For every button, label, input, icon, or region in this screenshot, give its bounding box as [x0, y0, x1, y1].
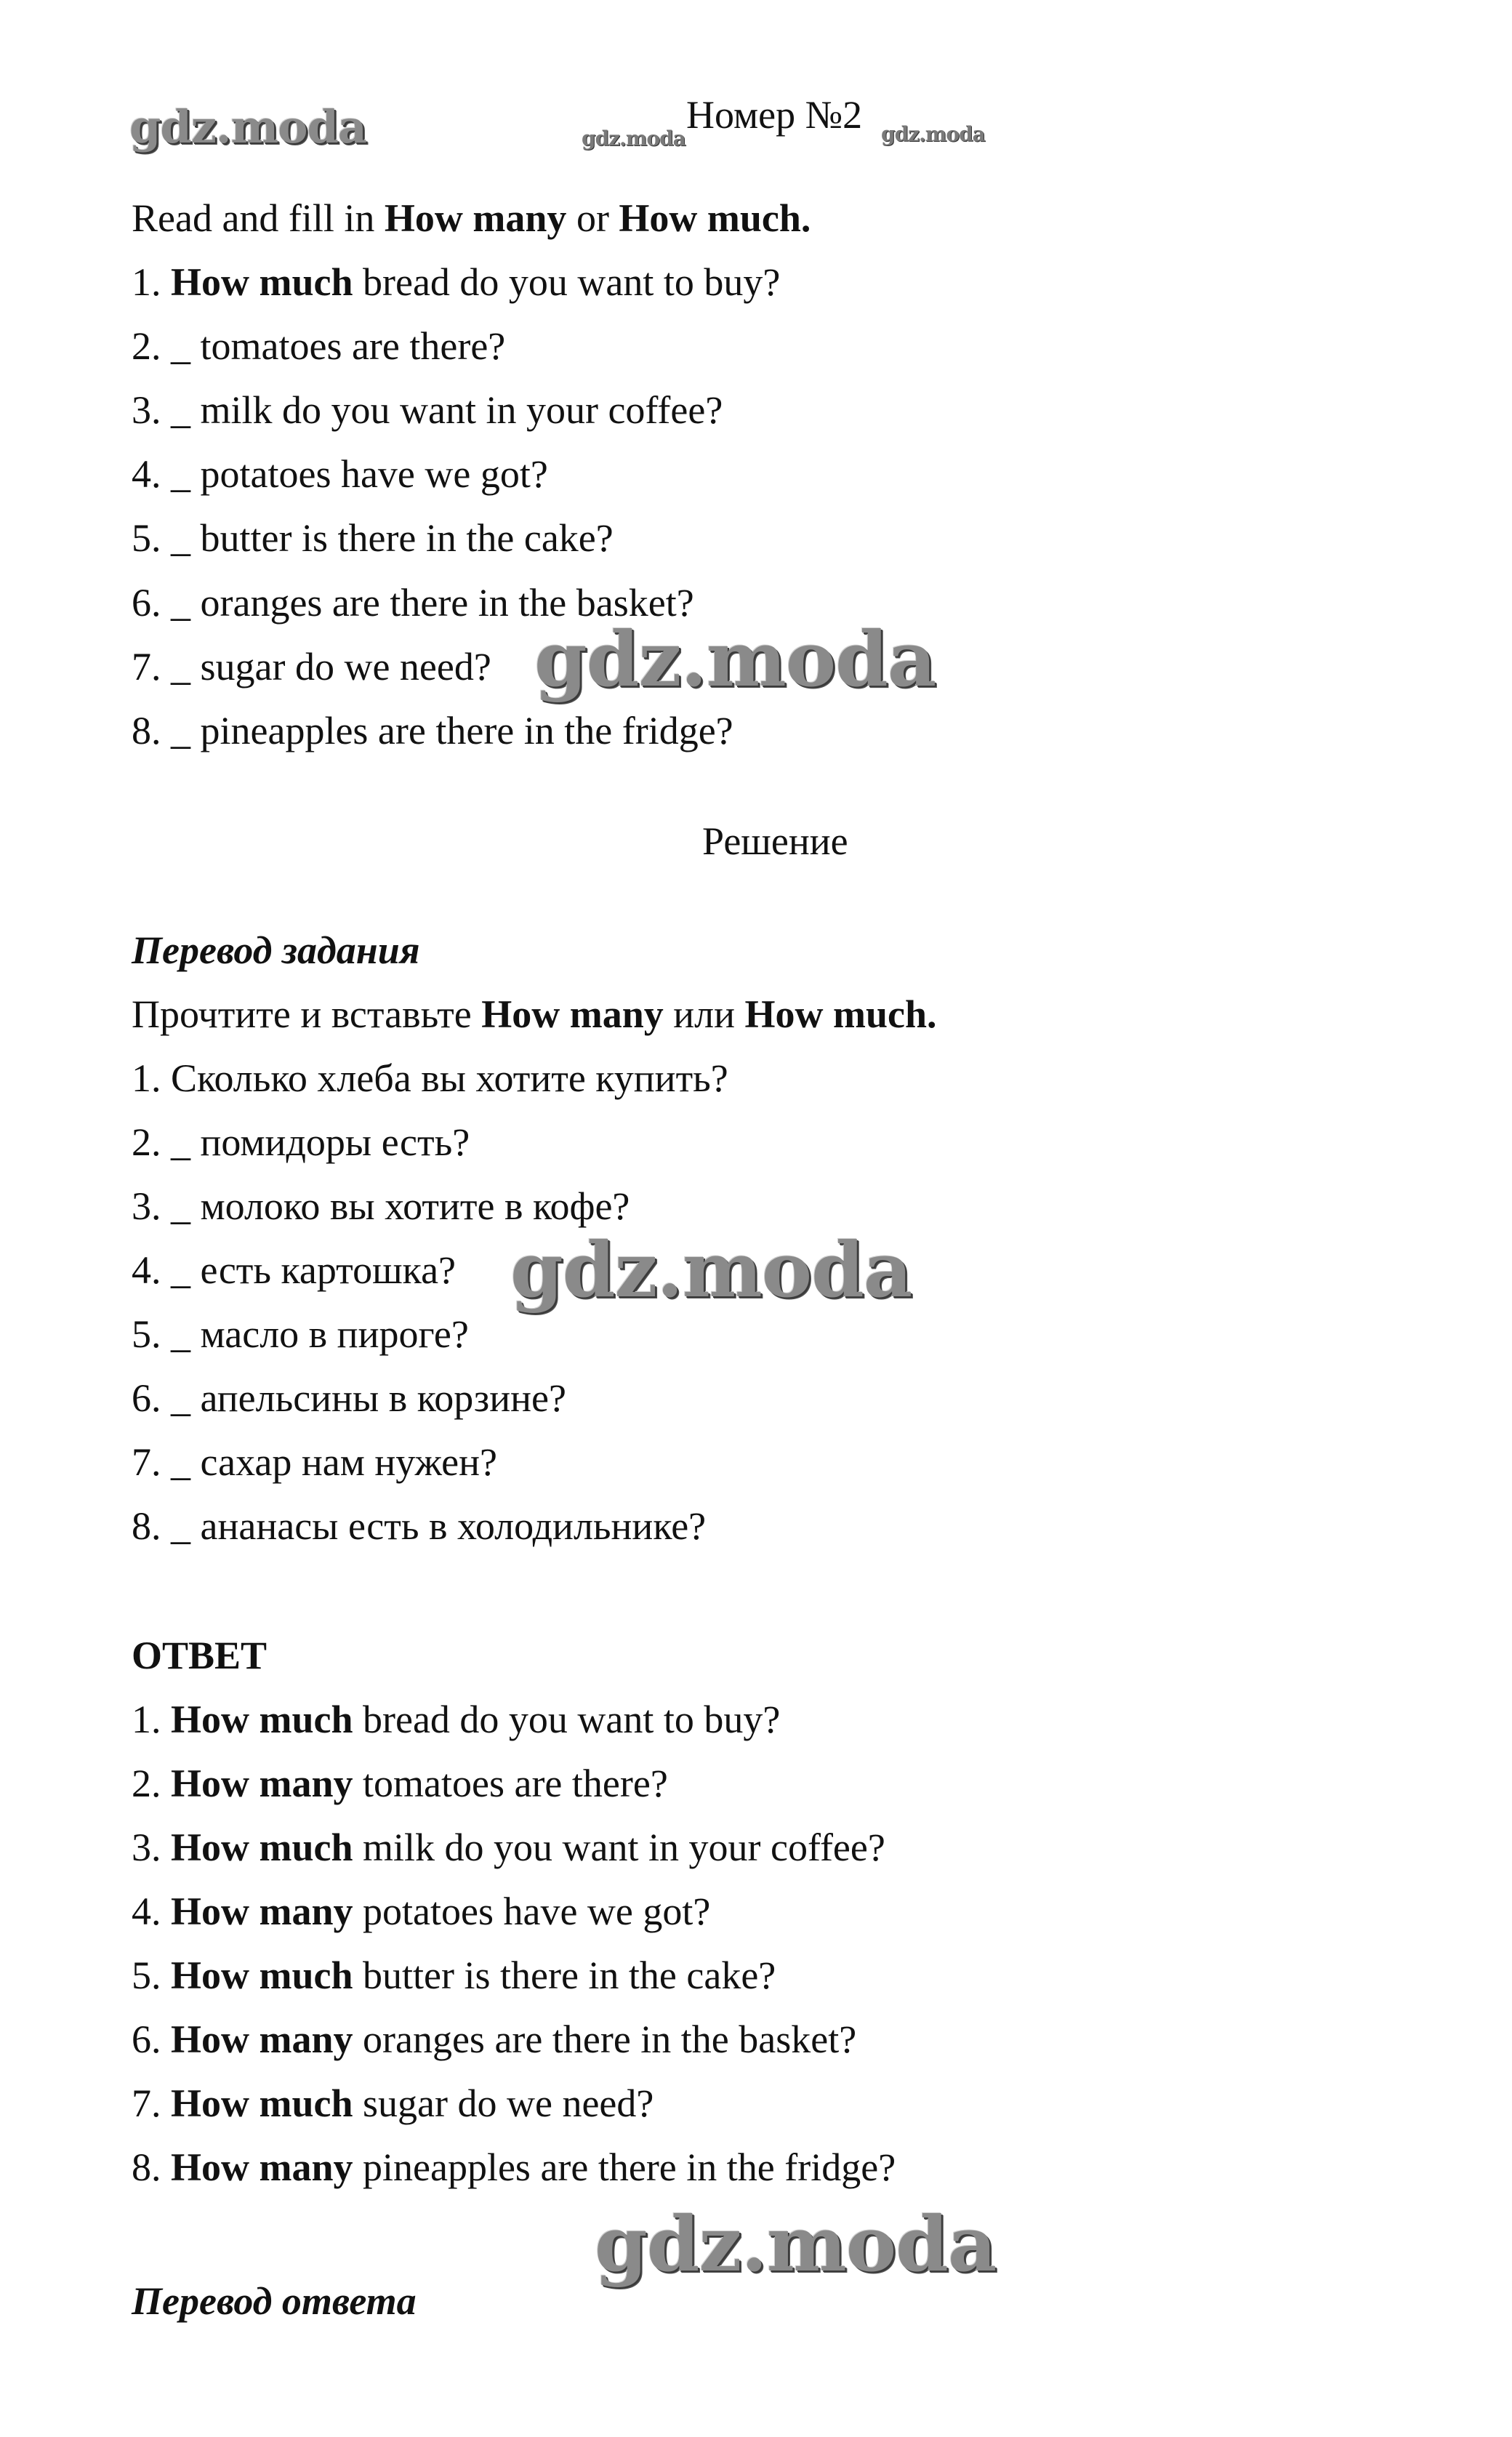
item-number: 2. [132, 1762, 171, 1805]
item-number: 6. [132, 581, 171, 625]
item-text: _ tomatoes are there? [171, 324, 506, 368]
watermark-small-right: gdz.moda [881, 122, 985, 146]
item-answer-bold: How many [171, 1762, 353, 1805]
translation-item: 5. _ масло в пироге? [132, 1312, 469, 1356]
item-answer-bold: How much [171, 260, 353, 304]
task-item [132, 387, 723, 433]
translation-item: 7. _ сахар нам нужен? [132, 1440, 498, 1484]
item-number: 6. [132, 2018, 171, 2061]
task-item [132, 259, 780, 305]
answer-heading: ОТВЕТ [132, 1634, 268, 1677]
item-answer-bold: How much [171, 2081, 353, 2125]
task-item [132, 707, 733, 754]
translation-item: 4. _ есть картошка? [132, 1248, 457, 1292]
task-instruction [132, 195, 811, 241]
translation-heading: Перевод задания [132, 928, 420, 972]
item-text: _ pineapples are there in the fridge? [171, 709, 733, 752]
item-text: butter is there in the cake? [353, 1954, 776, 1997]
translation-bold-how-much: How much. [744, 992, 937, 1036]
item-number: 2. [132, 324, 171, 368]
translation-instruction [132, 991, 937, 1037]
item-number: 5. [132, 1954, 171, 1997]
item-number: 3. [132, 388, 171, 432]
answer-item [132, 1888, 710, 1935]
watermark-logo-bottom: gdz.moda [595, 2199, 997, 2289]
item-text: pineapples are there in the fridge? [353, 2145, 896, 2189]
item-text: _ potatoes have we got? [171, 452, 548, 496]
task-item [132, 515, 614, 561]
translation-item: 2. _ помидоры есть? [132, 1120, 470, 1164]
answer-item [132, 2144, 896, 2191]
item-number: 3. [132, 1826, 171, 1869]
item-text: _ oranges are there in the basket? [171, 581, 694, 625]
item-text: _ sugar do we need? [171, 645, 491, 688]
translation-instruction-text: Прочтите и вставьте [132, 992, 482, 1036]
translation-bold-how-many: How many [481, 992, 664, 1036]
translation-or: или [663, 992, 745, 1036]
item-text: bread do you want to buy? [353, 1698, 781, 1741]
watermark-logo-top-left: gdz.moda [129, 100, 366, 153]
solution-heading: Решение [702, 819, 848, 863]
item-text: _ butter is there in the cake? [171, 516, 614, 560]
task-item [132, 643, 491, 690]
task-item [132, 323, 505, 369]
answer-item [132, 1952, 776, 1999]
watermark-logo-mid2: gdz.moda [510, 1225, 912, 1314]
answer-item [132, 2080, 654, 2127]
answer-item [132, 1760, 668, 1807]
item-answer-bold: How many [171, 2018, 353, 2061]
watermark-small-left: gdz.moda [582, 127, 685, 150]
item-number: 1. [132, 1698, 171, 1741]
watermark-logo-mid1: gdz.moda [534, 614, 936, 704]
answer-item [132, 2016, 856, 2063]
translation-item: 6. _ апельсины в корзине? [132, 1376, 566, 1420]
item-answer-bold: How much [171, 1954, 353, 1997]
item-text: tomatoes are there? [353, 1762, 668, 1805]
instruction-text: Read and fill in [132, 196, 385, 240]
answer-item [132, 1696, 780, 1743]
item-answer-bold: How much [171, 1826, 353, 1869]
item-text: oranges are there in the basket? [353, 2018, 857, 2061]
translation-item: 8. _ ананасы есть в холодильнике? [132, 1504, 707, 1548]
item-number: 8. [132, 2145, 171, 2189]
item-text: milk do you want in your coffee? [353, 1826, 885, 1869]
instruction-bold-how-many: How many [384, 196, 567, 240]
instruction-or: or [566, 196, 619, 240]
item-number: 5. [132, 516, 171, 560]
item-number: 1. [132, 260, 171, 304]
answer-item [132, 1824, 885, 1871]
task-item [132, 451, 548, 497]
item-text: bread do you want to buy? [353, 260, 781, 304]
answer-translation-heading: Перевод ответа [132, 2279, 417, 2323]
translation-item: 3. _ молоко вы хотите в кофе? [132, 1184, 630, 1228]
item-number: 8. [132, 709, 171, 752]
item-answer-bold: How much [171, 1698, 353, 1741]
item-number: 4. [132, 1890, 171, 1933]
item-answer-bold: How many [171, 1890, 353, 1933]
page-title: Номер №2 [686, 93, 863, 137]
item-answer-bold: How many [171, 2145, 353, 2189]
translation-item: 1. Сколько хлеба вы хотите купить? [132, 1056, 728, 1100]
item-text: _ milk do you want in your coffee? [171, 388, 723, 432]
item-number: 7. [132, 645, 171, 688]
item-text: potatoes have we got? [353, 1890, 711, 1933]
instruction-bold-how-much: How much. [619, 196, 811, 240]
item-text: sugar do we need? [353, 2081, 654, 2125]
item-number: 4. [132, 452, 171, 496]
item-number: 7. [132, 2081, 171, 2125]
